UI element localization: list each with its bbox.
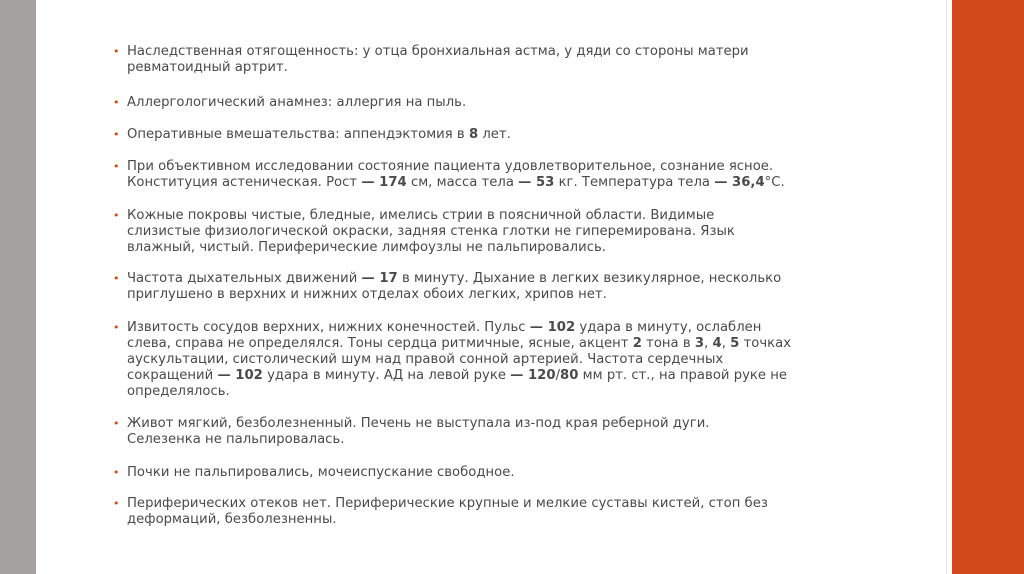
bold-value: 8 [468,127,479,142]
bold-value: — 120 [510,368,556,383]
bullet-marker: • [113,417,120,430]
text-run: тона в [641,336,695,351]
bullet-item [110,208,847,256]
text-run: °С. [764,175,785,190]
bullet-marker: • [113,466,120,479]
bold-value: — 102 [529,320,576,335]
bullet-item [110,95,847,111]
text-line [127,432,847,448]
bold-value: 2 [632,336,642,351]
bullet-item [110,465,847,481]
text-run: приглушено в верхних и нижних отделах обоих легких, хрипов нет. [127,287,607,302]
text-run: Кожные покровы чистые, бледные, имелись стрии в поясничной области. Видимые [127,208,715,223]
bullet-marker: • [113,45,120,58]
bullet-item [110,159,847,191]
text-run: см, масса тела [406,175,519,190]
bullet-item [110,496,847,528]
text-line [127,127,847,143]
text-run: , [704,336,713,351]
text-run: Наследственная отягощенность: у отца бронхиальная астма, у дяди со стороны матери [127,44,749,59]
text-run: Живот мягкий, безболезненный. Печень не выступала из-под края реберной дуги. [127,416,710,431]
text-run: деформаций, безболезненны. [127,512,337,527]
text-line [127,384,847,400]
text-line [127,271,847,287]
text-run: определялось. [127,384,230,399]
text-run: слизистые физиологической окраски, задняя стенка глотки не гиперемирована. Язык [127,224,735,239]
bold-value: — 17 [361,271,398,286]
bold-value: — 174 [361,175,407,190]
text-run: , [721,336,731,351]
text-line [127,224,847,240]
bullet-marker: • [113,128,120,141]
text-line [127,512,847,528]
text-line [127,320,847,336]
text-line [127,336,847,352]
text-line [127,352,847,368]
text-run: лет. [478,127,511,142]
text-run: удара в минуту, ослаблен [575,320,762,335]
bullet-marker: • [113,497,120,510]
bold-value: 4 [712,336,722,351]
right-accent-bar [952,0,1024,574]
text-run: Извитость сосудов верхних, нижних конечностей. Пульс [127,320,530,335]
text-line [127,287,847,303]
text-run: Почки не пальпировались, мочеиспускание свободное. [127,465,515,480]
bullet-marker: • [113,272,120,285]
bullet-marker: • [113,321,120,334]
text-run: удара в минуту. АД на левой руке [262,368,511,383]
bullet-marker: • [113,209,120,222]
text-run: Оперативные вмешательства: аппендэктомия в [127,127,469,142]
text-line [127,368,847,384]
text-line [127,240,847,256]
bullet-item [110,320,847,400]
text-run: сокращений [127,368,218,383]
text-line [127,44,847,60]
bold-value: — 53 [518,175,555,190]
text-line [127,496,847,512]
text-run: мм рт. ст., на правой руке не [578,368,788,383]
text-run: При объективном исследовании состояние пациента удовлетворительное, сознание ясное. [127,159,774,174]
text-run: Периферических отеков нет. Периферические крупные и мелкие суставы кистей, стоп без [127,496,768,511]
text-run: Конституция астеническая. Рост [127,175,362,190]
bold-value: 5 [730,336,740,351]
text-run: Селезенка не пальпировалась. [127,432,345,447]
text-run: Частота дыхательных движений [127,271,362,286]
bullet-item [110,127,847,143]
text-line [127,159,847,175]
text-line [127,60,847,76]
text-run: слева, справа не определялся. Тоны сердца ритмичные, ясные, акцент [127,336,633,351]
text-line [127,95,847,111]
text-run: аускультации, систолический шум над правой сонной артерией. Частота сердечных [127,352,724,367]
text-run: / [555,368,561,383]
text-run: точках [739,336,792,351]
text-line [127,208,847,224]
text-run: кг. Температура тела [554,175,715,190]
bullet-marker: • [113,160,120,173]
text-run: Аллергологический анамнез: аллергия на пыль. [127,95,467,110]
right-divider-line [946,0,947,574]
bullet-item [110,416,847,448]
bullet-item [110,44,847,76]
text-run: влажный, чистый. Периферические лимфоузлы не пальпировались. [127,240,606,255]
bold-value: 3 [694,336,705,351]
text-line [127,175,847,191]
text-run: ревматоидный артрит. [127,60,288,75]
bullet-marker: • [113,96,120,109]
bold-value: — 36,4 [714,175,765,190]
text-run: в минуту. Дыхание в легких везикулярное, несколько [397,271,782,286]
text-line [127,416,847,432]
bold-value: — 102 [217,368,263,383]
bold-value: 80 [560,368,579,383]
bullet-item [110,271,847,303]
text-line [127,465,847,481]
left-accent-bar [0,0,36,574]
